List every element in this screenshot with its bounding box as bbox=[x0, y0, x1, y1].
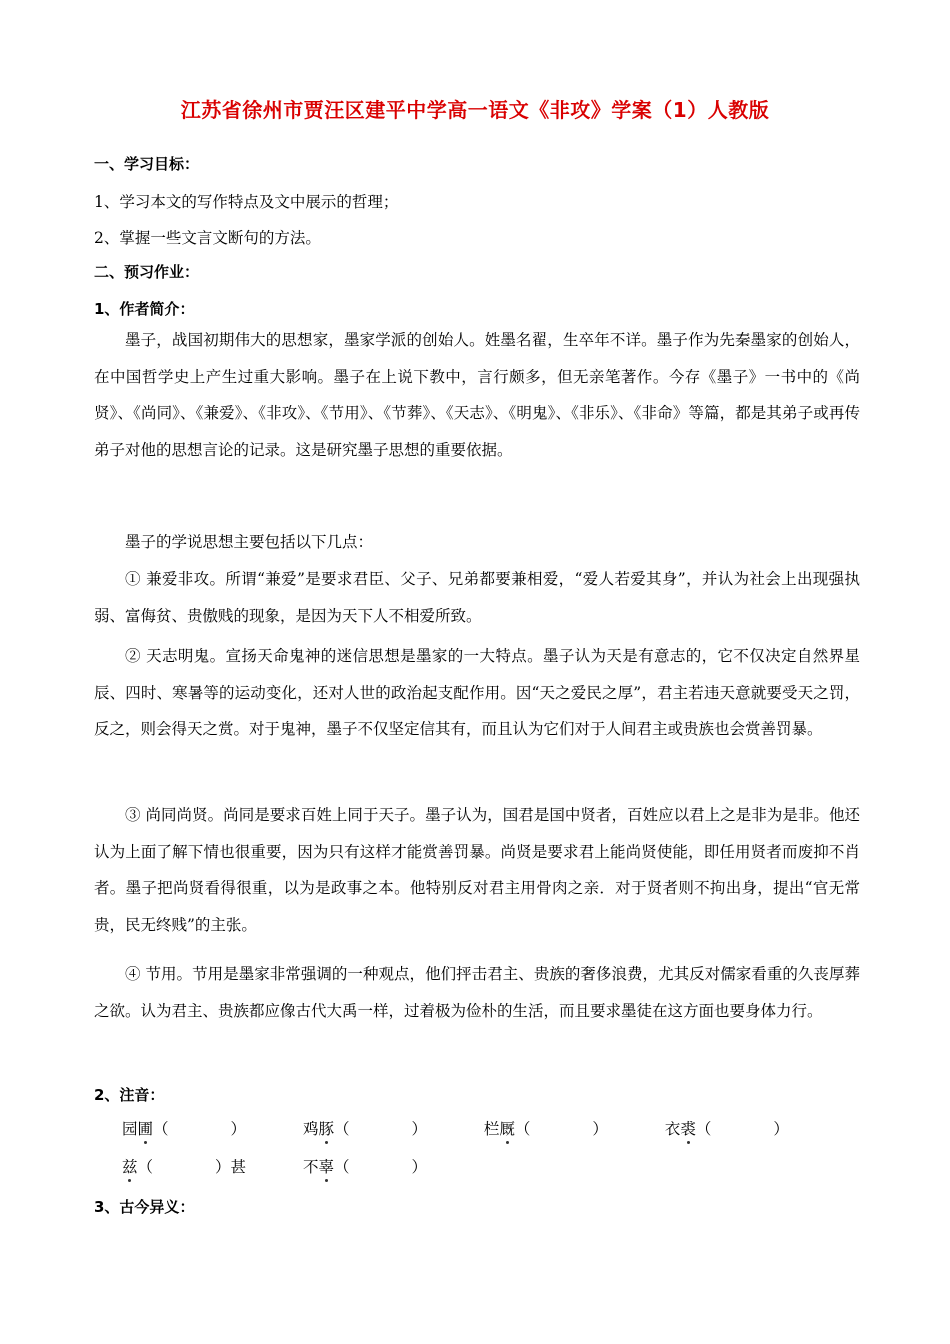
point-3-text: ③ 尚同尚贤。尚同是要求百姓上同于天子。墨子认为，国君是国中贤者，百姓应以君上之是非为是非。他还认为上面了解下情也很重要，因为只有这样才能赏善罚暴。尚贤是要求君上能尚贤使能，即任用贤者而废抑不肖者。墨子把尚贤看得很重，以为是政事之本。他特别反对君主用骨肉之亲．对于贤者则不拘出身，提出“官无常贵，民无终贱”的主张。 bbox=[94, 806, 860, 934]
section-heading-goals: 一、学习目标： bbox=[94, 155, 200, 173]
subheading-ancient-modern-meaning: 3、古今异义： bbox=[94, 1198, 195, 1216]
answer-blank[interactable]: （ ）甚 bbox=[137, 1158, 247, 1176]
pronunciation-item: 园圃（ ） bbox=[122, 1120, 247, 1138]
pronunciation-item bbox=[122, 1155, 298, 1177]
point-4-text: ④ 节用。节用是墨家非常强调的一种观点，他们抨击君主、贵族的奢侈浪费，尤其反对儒家看重的久丧厚葬之欲。认为君主、贵族都应像古代大禹一样，过着极为俭朴的生活，而且要求墨徒在这方面也要身体力行。 bbox=[94, 965, 860, 1020]
section-heading-preview: 二、预习作业： bbox=[94, 263, 200, 281]
intro-text: 墨子，战国初期伟大的思想家，墨家学派的创始人。姓墨名翟，生卒年不详。墨子作为先秦墨家的创始人，在中国哲学史上产生过重大影响。墨子在上说下教中，言行颇多，但无亲笔著作。今存《墨子》一书中的《尚贤》、《尚同》、《兼爱》、《非攻》、《节用》、《节葬》、《天志》、《明鬼》、《非乐》、《非命》等篇，都是其弟子或再传弟子对他的思想言论的记录。这是研究墨子思想的重要依据。 bbox=[94, 331, 860, 459]
pronunciation-item: 不辜（ ） bbox=[302, 1158, 427, 1176]
pronunciation-row-1 bbox=[122, 1117, 789, 1139]
document-title: 江苏省徐州市贾汪区建平中学高一语文《非攻》学案（1）人教版 bbox=[180, 98, 770, 122]
point-3-paragraph bbox=[94, 797, 860, 943]
point-4-paragraph bbox=[94, 956, 860, 1029]
dotted-char: 兹 bbox=[122, 1158, 138, 1176]
goal-item-1: 1、学习本文的写作特点及文中展示的哲理； bbox=[94, 193, 399, 211]
author-intro-paragraph bbox=[94, 322, 860, 468]
point-2-text: ② 天志明鬼。宣扬天命鬼神的迷信思想是墨家的一大特点。墨子认为天是有意志的，它不仅决定自然界星辰、四时、寒暑等的运动变化，还对人世的政治起支配作用。因“天之爱民之厚”，君主若违天意就要受天之罚，反之，则会得天之赏。对于鬼神，墨子不仅坚定信其有，而且认为它们对于人间君主或贵族也会赏善罚暴。 bbox=[94, 647, 860, 738]
point-1-text: ① 兼爱非攻。所谓“兼爱”是要求君臣、父子、兄弟都要兼相爱，“爱人若爱其身”，并认为社会上出现强执弱、富侮贫、贵傲贱的现象，是因为天下人不相爱所致。 bbox=[94, 570, 860, 625]
point-1-paragraph bbox=[94, 561, 860, 634]
answer-blank[interactable]: （ ） bbox=[153, 1120, 247, 1138]
pronunciation-item: 鸡豚（ ） bbox=[302, 1120, 427, 1138]
pronunciation-item: 衣裘（ ） bbox=[664, 1120, 789, 1138]
dotted-char: 厩 bbox=[499, 1120, 515, 1138]
dotted-char: 辜 bbox=[318, 1158, 334, 1176]
goal-item-2: 2、掌握一些文言文断句的方法。 bbox=[94, 229, 321, 247]
subheading-author-intro: 1、作者简介： bbox=[94, 300, 195, 318]
dotted-char: 圃 bbox=[137, 1120, 154, 1138]
pronunciation-item: 栏厩（ ） bbox=[483, 1120, 608, 1138]
points-intro-paragraph bbox=[94, 524, 860, 561]
answer-blank[interactable]: （ ） bbox=[333, 1120, 427, 1138]
answer-blank[interactable]: （ ） bbox=[333, 1158, 427, 1176]
dotted-char: 豚 bbox=[318, 1120, 334, 1138]
pronunciation-row-2 bbox=[122, 1155, 427, 1177]
points-intro-text: 墨子的学说思想主要包括以下几点： bbox=[125, 533, 374, 551]
subheading-pronunciation: 2、注音： bbox=[94, 1086, 165, 1104]
point-2-paragraph bbox=[94, 638, 860, 748]
answer-blank[interactable]: （ ） bbox=[514, 1120, 608, 1138]
dotted-char: 裘 bbox=[680, 1120, 696, 1138]
answer-blank[interactable]: （ ） bbox=[695, 1120, 789, 1138]
